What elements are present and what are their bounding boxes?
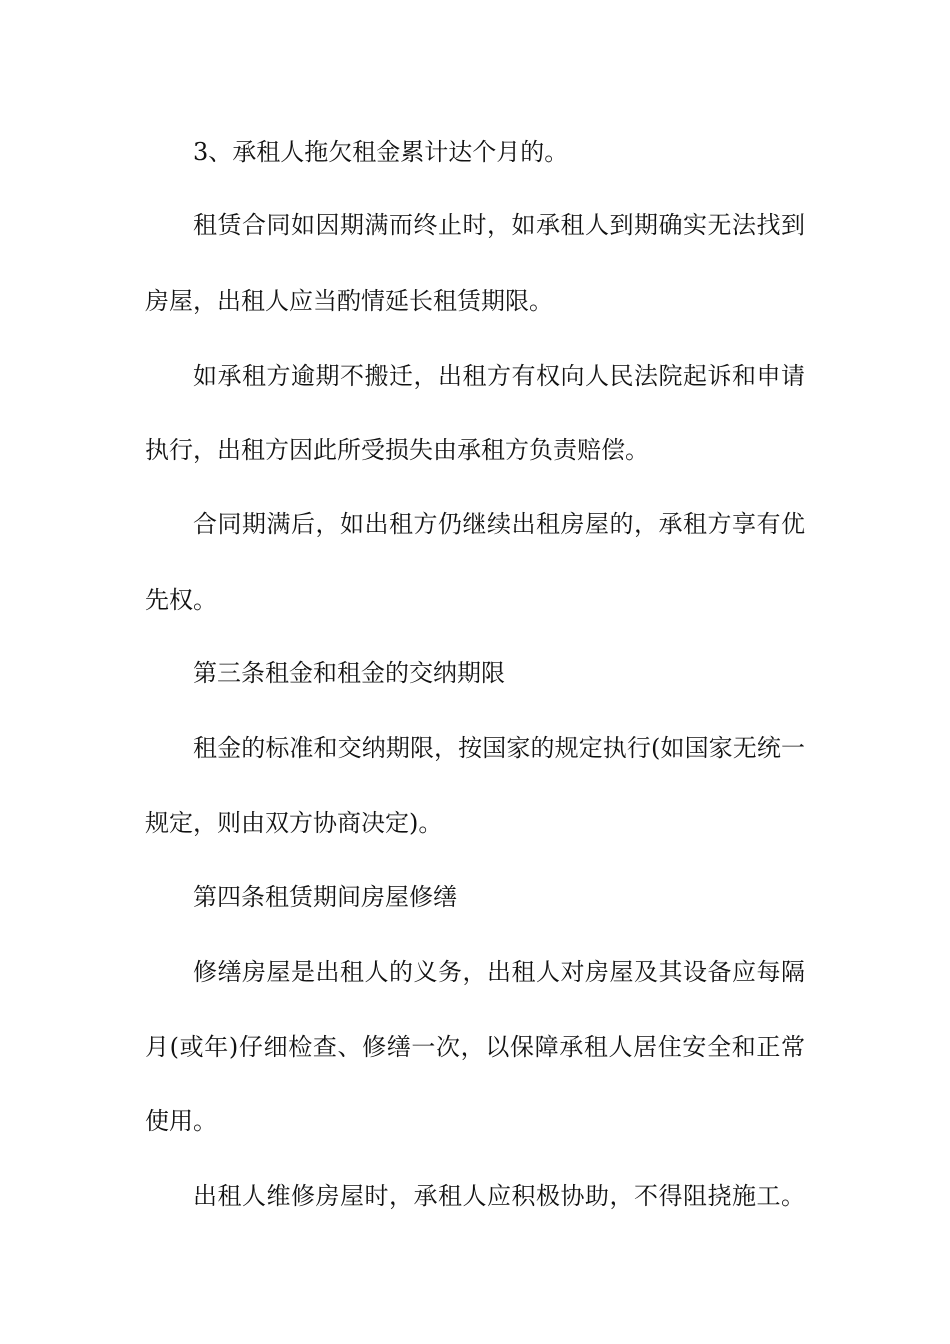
text-line-repair-3: 使用。 — [145, 1107, 217, 1135]
section-heading-article-4: 第四条租赁期间房屋修缮 — [193, 883, 457, 911]
text-line-repair-1: 修缮房屋是出租人的义务，出租人对房屋及其设备应每隔 — [193, 958, 805, 986]
text-line-repair-2: 月(或年)仔细检查、修缮一次，以保障承租人居住安全和正常 — [145, 1033, 805, 1061]
text-line-rent-1: 租金的标准和交纳期限，按国家的规定执行(如国家无统一 — [193, 734, 805, 762]
text-line-cooperate: 出租人维修房屋时，承租人应积极协助，不得阻挠施工。 — [193, 1182, 805, 1210]
text-line-priority-1: 合同期满后，如出租方仍继续出租房屋的，承租方享有优 — [193, 510, 805, 538]
text-line-rent-2: 规定，则由双方协商决定)。 — [145, 809, 443, 837]
text-line-expiry-2: 房屋，出租人应当酌情延长租赁期限。 — [145, 287, 553, 315]
text-line-priority-2: 先权。 — [145, 586, 217, 614]
section-heading-article-3: 第三条租金和租金的交纳期限 — [193, 659, 505, 687]
text-line-overdue-1: 如承租方逾期不搬迁，出租方有权向人民法院起诉和申请 — [193, 362, 805, 390]
text-line-overdue-2: 执行，出租方因此所受损失由承租方负责赔偿。 — [145, 436, 649, 464]
text-line-clause-3: 3、承租人拖欠租金累计达个月的。 — [193, 138, 569, 166]
text-line-expiry-1: 租赁合同如因期满而终止时，如承租人到期确实无法找到 — [193, 211, 805, 239]
